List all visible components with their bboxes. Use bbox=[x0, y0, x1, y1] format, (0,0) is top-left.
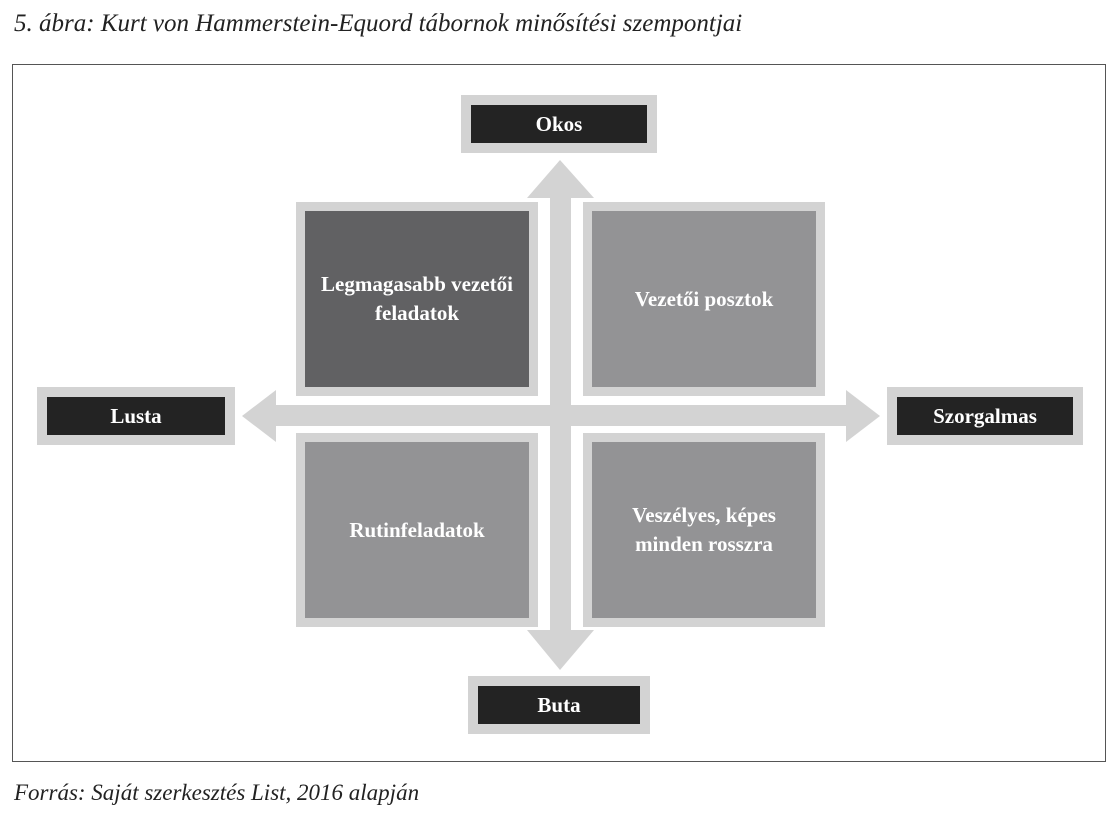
axis-label-right: Szorgalmas bbox=[897, 397, 1073, 435]
arrow-left-head bbox=[242, 390, 276, 442]
quadrant-top-left: Legmagasabb vezetői feladatok bbox=[305, 211, 529, 387]
figure-source: Forrás: Saját szerkesztés List, 2016 alapján bbox=[14, 780, 420, 805]
horizontal-arrow-shaft bbox=[272, 405, 850, 426]
arrow-right-head bbox=[846, 390, 880, 442]
quadrant-bottom-right: Veszélyes, képes minden rosszra bbox=[592, 442, 816, 618]
axis-label-bottom: Buta bbox=[478, 686, 640, 724]
quadrant-top-left-frame bbox=[296, 202, 538, 396]
axis-label-bottom-frame bbox=[468, 676, 650, 734]
quadrant-top-right: Vezetői posztok bbox=[592, 211, 816, 387]
axis-label-top-frame bbox=[461, 95, 657, 153]
axis-label-top: Okos bbox=[471, 105, 647, 143]
quadrant-bottom-left-frame bbox=[296, 433, 538, 627]
quadrant-bottom-right-frame bbox=[583, 433, 825, 627]
quadrant-top-right-frame bbox=[583, 202, 825, 396]
arrow-up-head bbox=[527, 160, 594, 198]
figure-caption: 5. ábra: Kurt von Hammerstein-Equord tábornok minősítési szempontjai bbox=[14, 10, 743, 37]
axis-label-left-frame bbox=[37, 387, 235, 445]
axis-label-left: Lusta bbox=[47, 397, 225, 435]
arrow-down-head bbox=[527, 630, 594, 670]
axis-label-right-frame bbox=[887, 387, 1083, 445]
quadrant-bottom-left: Rutinfeladatok bbox=[305, 442, 529, 618]
